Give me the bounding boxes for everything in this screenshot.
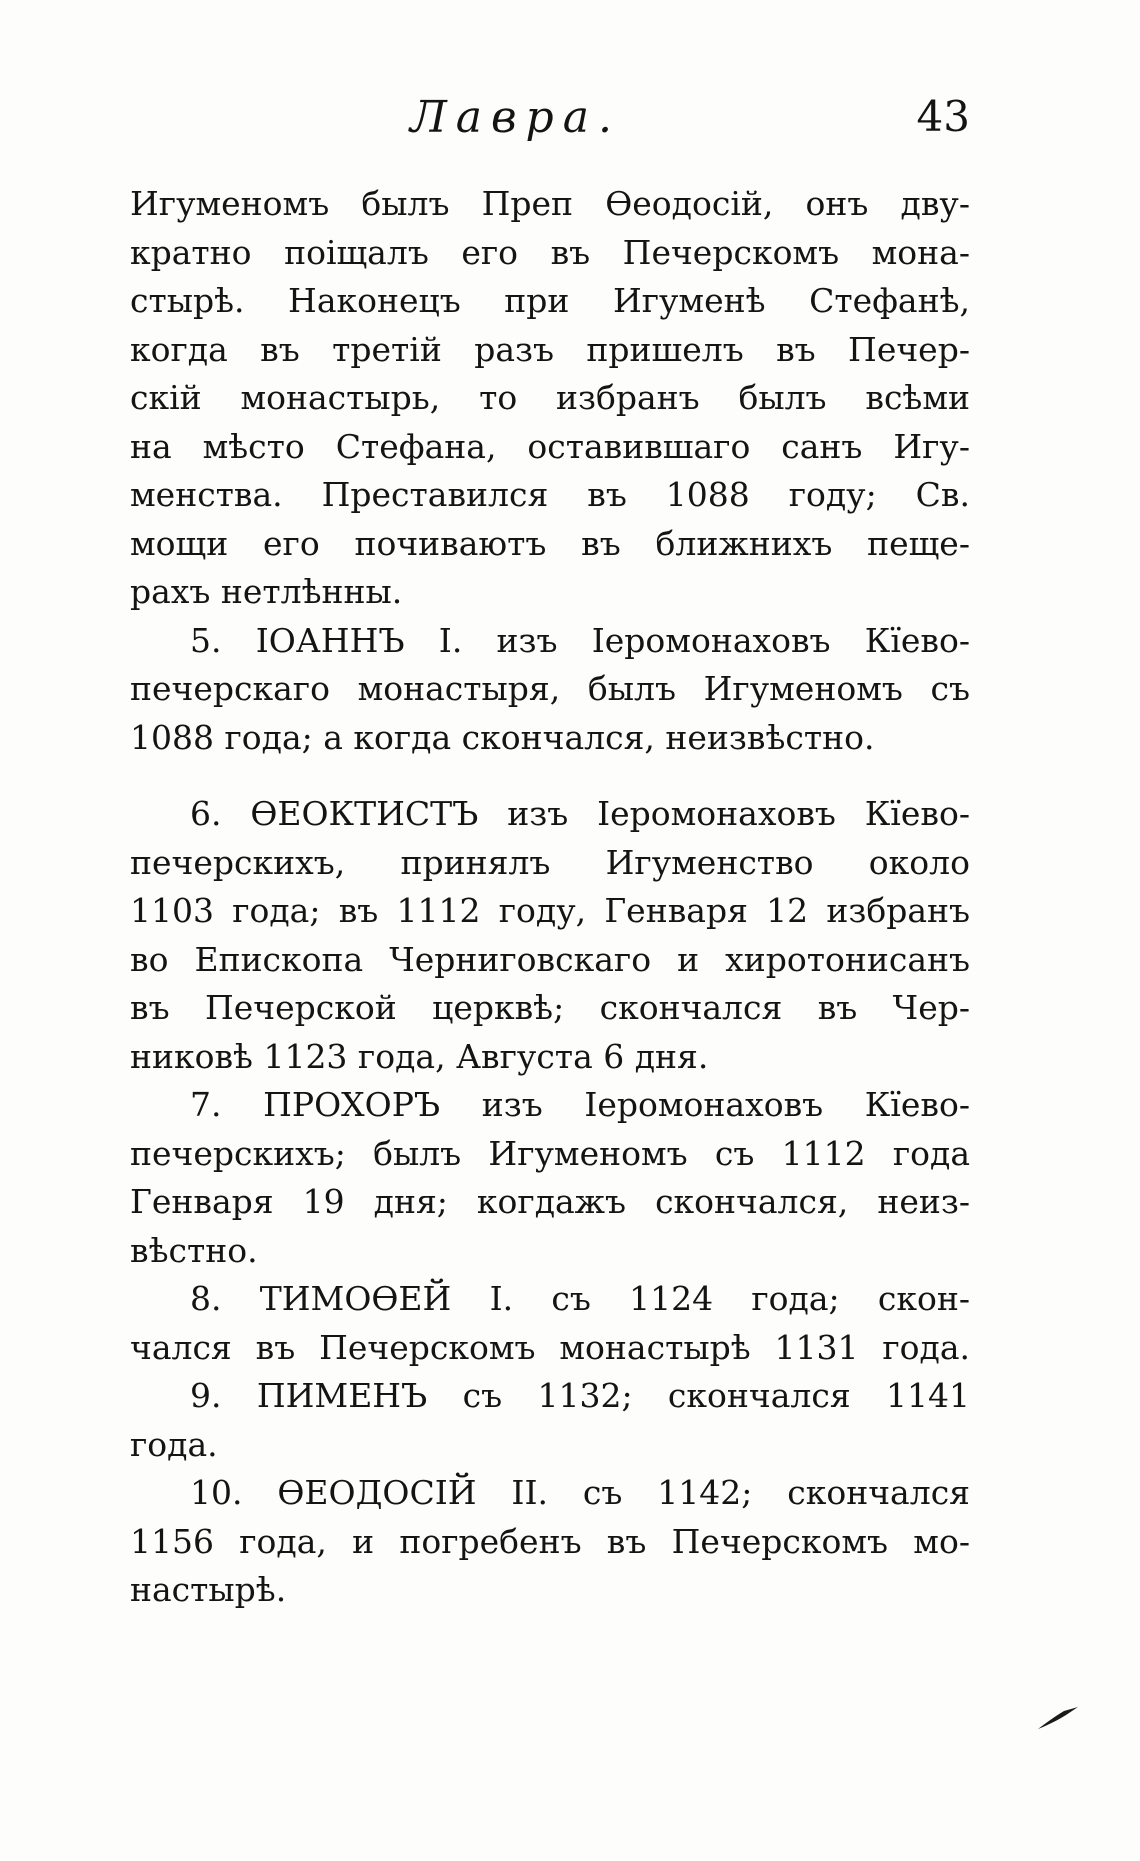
body-text <box>130 180 970 1615</box>
entry-prokhor <box>130 1081 970 1275</box>
text-line: 1156 года, и погребенъ въ Печерскомъ мо- <box>130 1521 970 1561</box>
entry-heading-line: 10. ѲЕОДОСІЙ II. съ 1142; скончался <box>190 1473 970 1512</box>
text-line: Игуменомъ былъ Преп Ѳеодосій, онъ дву- <box>130 184 970 223</box>
text-line: никовѣ 1123 года, Августа 6 дня. <box>130 1036 709 1076</box>
entry-heading-line: 5. ІОАННЪ I. изъ Іеромонаховъ Кїево- <box>190 620 970 660</box>
entry-theodosius-ii <box>130 1469 970 1615</box>
text-line: кратно поіщалъ его въ Печерскомъ мона- <box>130 232 970 272</box>
ink-mark-icon <box>1036 1705 1080 1731</box>
page-header <box>130 92 970 152</box>
page-number: 43 <box>916 92 970 141</box>
running-title: Лавра. <box>410 92 621 143</box>
text-line: печерскихъ; былъ Игуменомъ съ 1112 года <box>130 1133 970 1173</box>
text-line: 1103 года; въ 1112 году, Генваря 12 избранъ <box>130 891 970 930</box>
entry-theodosius-continued <box>130 180 970 617</box>
paragraph-gap <box>130 762 970 790</box>
text-line: въ Печерской церквѣ; скончался въ Чер- <box>130 988 970 1027</box>
text-line: на мѣсто Стефана, оставившаго санъ Игу- <box>130 426 970 466</box>
text-line: чался въ Печерскомъ монастырѣ 1131 года. <box>130 1327 970 1367</box>
text-line: мощи его почиваютъ въ ближнихъ пеще- <box>130 523 970 563</box>
text-line: вѣстно. <box>130 1230 258 1270</box>
text-line: во Епископа Черниговскаго и хиротонисанъ <box>130 939 970 979</box>
text-line: скій монастырь, то избранъ былъ всѣми <box>130 378 970 417</box>
text-line: печерскихъ, принялъ Игуменство около <box>130 842 970 882</box>
text-line: рахъ нетлѣнны. <box>130 572 403 611</box>
entry-heading-line: 9. ПИМЕНЪ съ 1132; скончался 1141 <box>190 1376 970 1415</box>
entry-ioann-i <box>130 617 970 763</box>
entry-theoktist <box>130 790 970 1081</box>
entry-heading-line: 7. ПРОХОРЪ изъ Іеромонаховъ Кїево- <box>190 1085 970 1124</box>
text-line: Генваря 19 дня; когдажъ скончался, неиз- <box>130 1182 970 1221</box>
entry-heading-line: 6. ѲЕОКТИСТЪ изъ Іеромонаховъ Кїево- <box>190 794 970 833</box>
entry-timothei-i <box>130 1275 970 1372</box>
text-line: когда въ третій разъ пришелъ въ Печер- <box>130 329 970 369</box>
text-line: печерскаго монастыря, былъ Игуменомъ съ <box>130 669 970 708</box>
text-line: года. <box>130 1424 218 1464</box>
text-line: настырѣ. <box>130 1570 287 1609</box>
entry-pimen <box>130 1372 970 1469</box>
text-line: стырѣ. Наконецъ при Игуменѣ Стефанѣ, <box>130 281 970 320</box>
text-line: 1088 года; а когда скончался, неизвѣстно. <box>130 717 875 757</box>
entry-heading-line: 8. ТИМОѲЕЙ I. съ 1124 года; скон- <box>190 1279 970 1318</box>
text-line: менства. Преставился въ 1088 году; Св. <box>130 475 970 514</box>
